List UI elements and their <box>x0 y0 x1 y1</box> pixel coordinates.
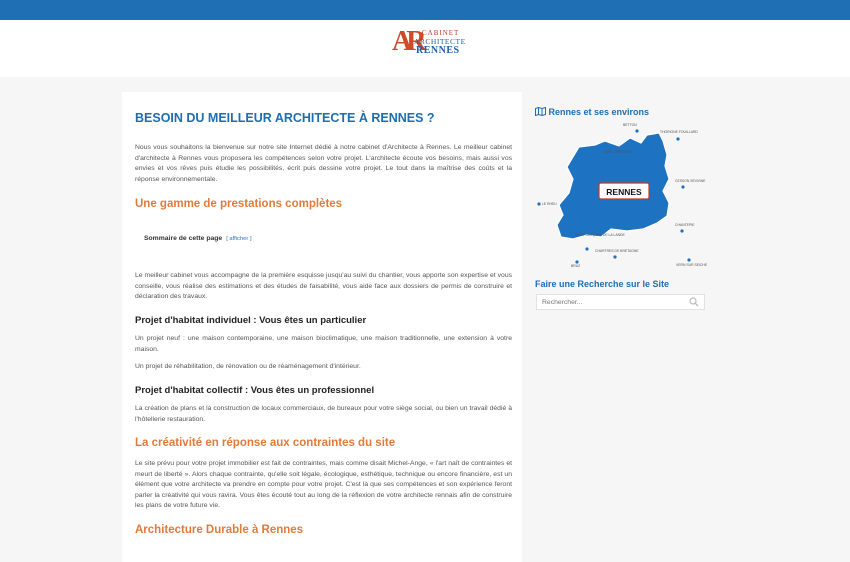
town-label: CHANTEPIE <box>675 223 695 227</box>
individuel-paragraph-1: Un projet neuf : une maison contemporaine, une maison bioclimatique, une maison traditionnelle, une extension à votre maison. <box>135 335 512 353</box>
site-logo[interactable] <box>392 26 466 58</box>
town-label: SAINT-GREGOIRE <box>603 150 633 154</box>
logo-monogram: AR <box>392 26 421 57</box>
town-label: CHARTRES DE BRETAGNE <box>595 249 639 253</box>
top-bar <box>0 0 850 20</box>
search-input[interactable] <box>537 295 692 309</box>
site-header <box>0 20 850 77</box>
creativite-paragraph: Le site prévu pour votre projet immobilier est fait de contraintes, mais comme disait Michel-Ange, « l'art naît de contraintes et meurt de liberté ». Alors chaque contrainte, qu'elle soit légale, écologique, esthétique, technique ou encore financière, est un élément que votre architecte va prendre en compte pour votre projet. C'est là que ses compétences et son expérience feront parler la créativité qui vous ravira. Vous êtes écouté tout au long de la réflexion de votre architecte rennais afin de construire les plans de votre future vie. <box>135 460 512 509</box>
heading-creativite: La créativité en réponse aux contraintes du site <box>135 437 396 449</box>
heading-collectif: Projet d'habitat collectif : Vous êtes un professionnel <box>135 385 375 396</box>
rennes-area-map[interactable] <box>535 121 707 271</box>
logo-line-2: ARCHITECTE <box>414 37 466 46</box>
main-content <box>122 92 522 562</box>
map-widget-title: Rennes et ses environs <box>535 107 649 117</box>
table-of-contents <box>144 235 252 242</box>
search-box <box>536 294 705 310</box>
toc-label: Sommaire de cette page <box>144 235 223 242</box>
town-label: CESSON SEVIGNE <box>675 179 706 183</box>
logo-line-1: CABINET <box>422 29 460 37</box>
heading-durable: Architecture Durable à Rennes <box>135 524 304 536</box>
heading-individuel: Projet d'habitat individuel : Vous êtes un particulier <box>135 315 367 326</box>
toc-toggle-link[interactable]: [ afficher ] <box>226 236 252 242</box>
services-paragraph: Le meilleur cabinet vous accompagne de la première esquisse jusqu'au suivi du chantier, vous apporte son expertise et vous conseille, vous réalise des estimations et des études de faisabilité, vous aide face aux dossiers de permis de construire et déclaration des travaux. <box>135 272 512 300</box>
town-label: BRUZ <box>571 264 581 268</box>
intro-paragraph: Nous vous souhaitons la bienvenue sur notre site Internet dédié à notre cabinet d'Architecte à Rennes. Le meilleur cabinet d'architecte à Rennes vous proposera les compétences selon votre projet. L'architecte écoute vos besoins, mais aussi vos envies et vos rêves puis étudie les possibilités, écrit puis dessine votre projet. Le tout dans la maîtrise des coûts et la réponse environnementale. <box>135 144 512 183</box>
map-center-label: RENNES <box>606 187 642 197</box>
town-label: THORIGNE FOUILLARD <box>660 130 698 134</box>
search-icon[interactable] <box>689 297 699 307</box>
logo-line-3: RENNES <box>416 45 460 56</box>
search-widget-title: Faire une Recherche sur le Site <box>535 279 670 289</box>
town-label: BETTON <box>623 123 637 127</box>
page-title: BESOIN DU MEILLEUR ARCHITECTE À RENNES ? <box>135 111 435 125</box>
town-label: SAINT-JACQUES DE LA LANDE <box>575 233 625 237</box>
individuel-paragraph-2: Un projet de réhabilitation, de rénovation ou de réaménagement d'intérieur. <box>135 363 361 370</box>
collectif-paragraph: La création de plans et la construction de locaux commerciaux, de bureaux pour votre siège social, ou bien un travail dédié à l'hôtellerie restauration. <box>135 405 512 423</box>
town-label: LE RHEU <box>542 202 557 206</box>
map-icon <box>535 107 546 116</box>
town-label: VERN SUR SEICHE <box>676 263 707 267</box>
heading-services: Une gamme de prestations complètes <box>135 198 343 210</box>
